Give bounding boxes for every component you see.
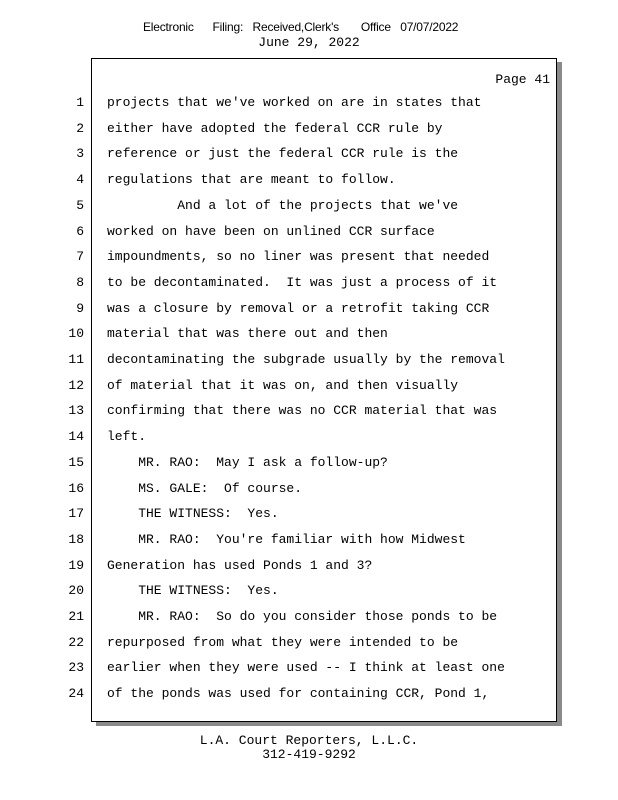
- line-number: 6: [76, 224, 84, 239]
- line-number: 11: [68, 352, 84, 367]
- line-text: of material that it was on, and then visually: [107, 378, 459, 393]
- line-text: impoundments, so no liner was present that needed: [107, 249, 490, 264]
- line-text: regulations that are meant to follow.: [107, 172, 396, 187]
- line-number: 22: [68, 635, 84, 650]
- line-text: MS. GALE: Of course.: [107, 481, 303, 496]
- line-text: Generation has used Ponds 1 and 3?: [107, 558, 373, 573]
- line-text: to be decontaminated. It was just a process of it: [107, 275, 498, 290]
- line-number: 4: [76, 172, 84, 187]
- line-text: THE WITNESS: Yes.: [107, 583, 279, 598]
- line-number: 12: [68, 378, 84, 393]
- line-text: material that was there out and then: [107, 326, 388, 341]
- footer-company: L.A. Court Reporters, L.L.C.: [199, 733, 419, 748]
- line-number: 17: [68, 506, 84, 521]
- line-text: left.: [107, 429, 147, 444]
- line-number: 15: [68, 455, 84, 470]
- footer-phone: 312-419-9292: [262, 747, 356, 762]
- line-number: 7: [76, 249, 84, 264]
- line-number: 13: [68, 403, 84, 418]
- line-number: 8: [76, 275, 84, 290]
- line-text: projects that we've worked on are in states that: [107, 95, 482, 110]
- line-text: worked on have been on unlined CCR surface: [107, 224, 435, 239]
- line-text: And a lot of the projects that we've: [107, 198, 459, 213]
- line-number: 24: [68, 686, 84, 701]
- line-number: 20: [68, 583, 84, 598]
- line-number: 18: [68, 532, 84, 547]
- line-number: 1: [76, 95, 84, 110]
- line-text: confirming that there was no CCR material that was: [107, 403, 498, 418]
- line-number: 2: [76, 121, 84, 136]
- line-text: was a closure by removal or a retrofit taking CCR: [107, 301, 490, 316]
- line-text: decontaminating the subgrade usually by the removal: [107, 352, 505, 367]
- line-number: 10: [68, 326, 84, 341]
- line-text: MR. RAO: May I ask a follow-up?: [107, 455, 388, 470]
- line-number: 5: [76, 198, 84, 213]
- line-text: earlier when they were used -- I think at least one: [107, 660, 505, 675]
- line-number: 19: [68, 558, 84, 573]
- line-number: 9: [76, 301, 84, 316]
- line-number: 14: [68, 429, 84, 444]
- line-number: 23: [68, 660, 84, 675]
- page-number: Page 41: [495, 72, 550, 87]
- line-text: reference or just the federal CCR rule is the: [107, 146, 459, 161]
- transcript-date: June 29, 2022: [258, 35, 360, 50]
- line-number: 3: [76, 146, 84, 161]
- line-text: THE WITNESS: Yes.: [107, 506, 279, 521]
- line-text: MR. RAO: So do you consider those ponds to be: [107, 609, 498, 624]
- line-text: of the ponds was used for containing CCR, Pond 1,: [107, 686, 490, 701]
- filing-stamp: Electronic Filing: Received,Clerk's Office 07/07/2022: [143, 20, 459, 34]
- line-text: repurposed from what they were intended to be: [107, 635, 459, 650]
- line-number: 16: [68, 481, 84, 496]
- line-text: MR. RAO: You're familiar with how Midwest: [107, 532, 466, 547]
- line-number: 21: [68, 609, 84, 624]
- line-text: either have adopted the federal CCR rule by: [107, 121, 443, 136]
